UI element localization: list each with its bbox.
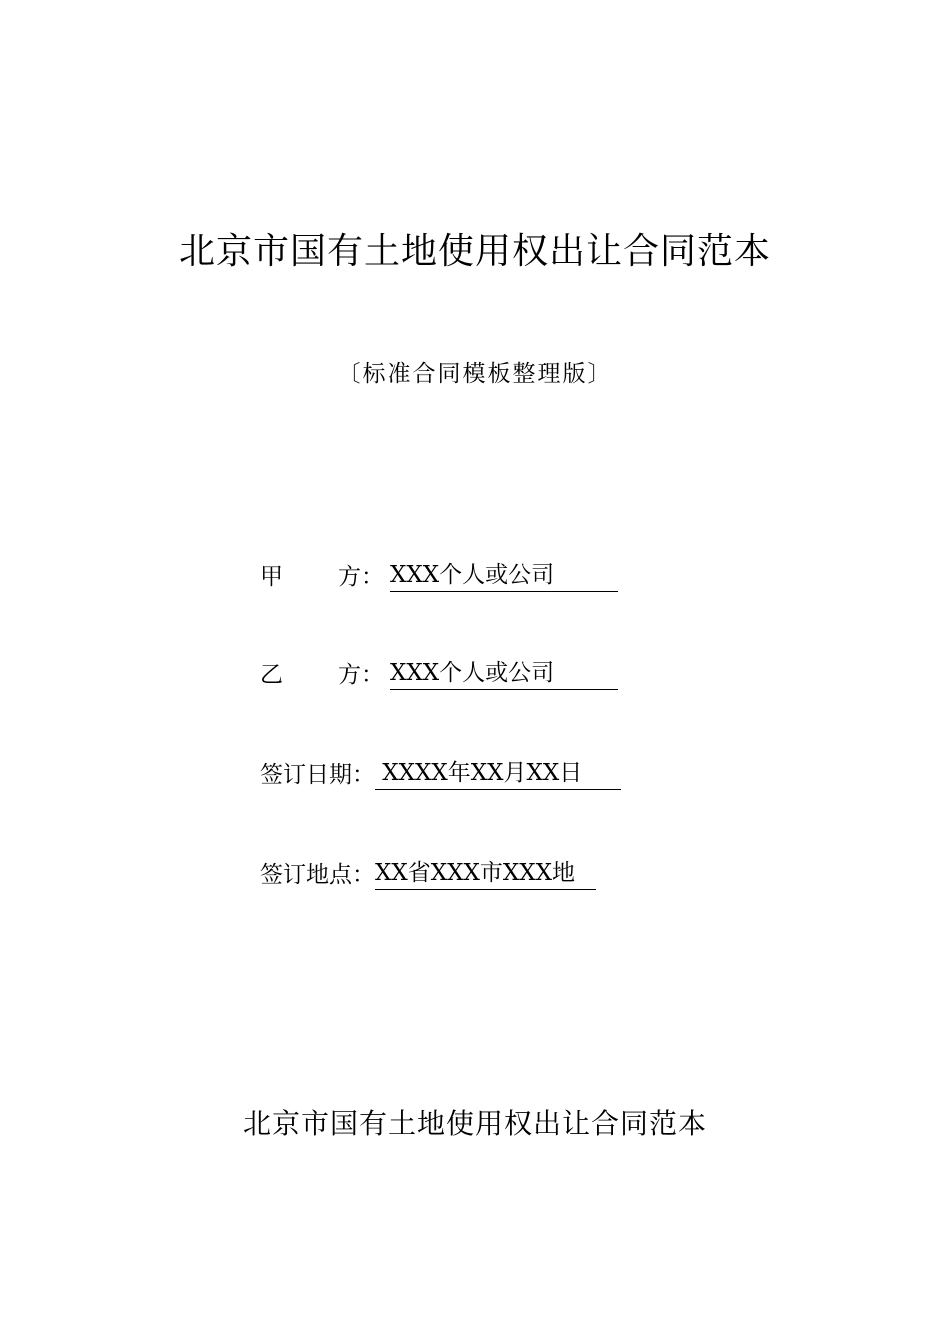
sign-place-field bbox=[260, 858, 596, 892]
sign-date-value: XXXX年XX月XX日 bbox=[375, 758, 621, 790]
party-b-label-first: 乙 bbox=[260, 662, 283, 688]
footer-title: 北京市国有土地使用权出让合同范本 bbox=[242, 1107, 707, 1140]
sign-place-value: XX省XXX市XXX地 bbox=[375, 858, 596, 890]
party-a-field bbox=[260, 560, 618, 594]
party-a-value: XXX个人或公司 bbox=[390, 560, 618, 592]
party-b-label bbox=[260, 658, 390, 692]
party-b-label-last: 方： bbox=[338, 662, 384, 688]
party-b-value: XXX个人或公司 bbox=[390, 658, 618, 690]
party-b-field bbox=[260, 658, 618, 692]
page-subtitle: 〔标准合同模板整理版〕 bbox=[337, 361, 613, 387]
page-title: 北京市国有土地使用权出让合同范本 bbox=[178, 231, 771, 272]
party-a-label bbox=[260, 560, 390, 594]
party-a-label-last: 方： bbox=[338, 564, 384, 590]
sign-date-field bbox=[260, 758, 621, 792]
party-a-label-first: 甲 bbox=[260, 564, 283, 590]
sign-date-label: 签订日期： bbox=[260, 762, 375, 788]
sign-place-label: 签订地点： bbox=[260, 862, 375, 888]
